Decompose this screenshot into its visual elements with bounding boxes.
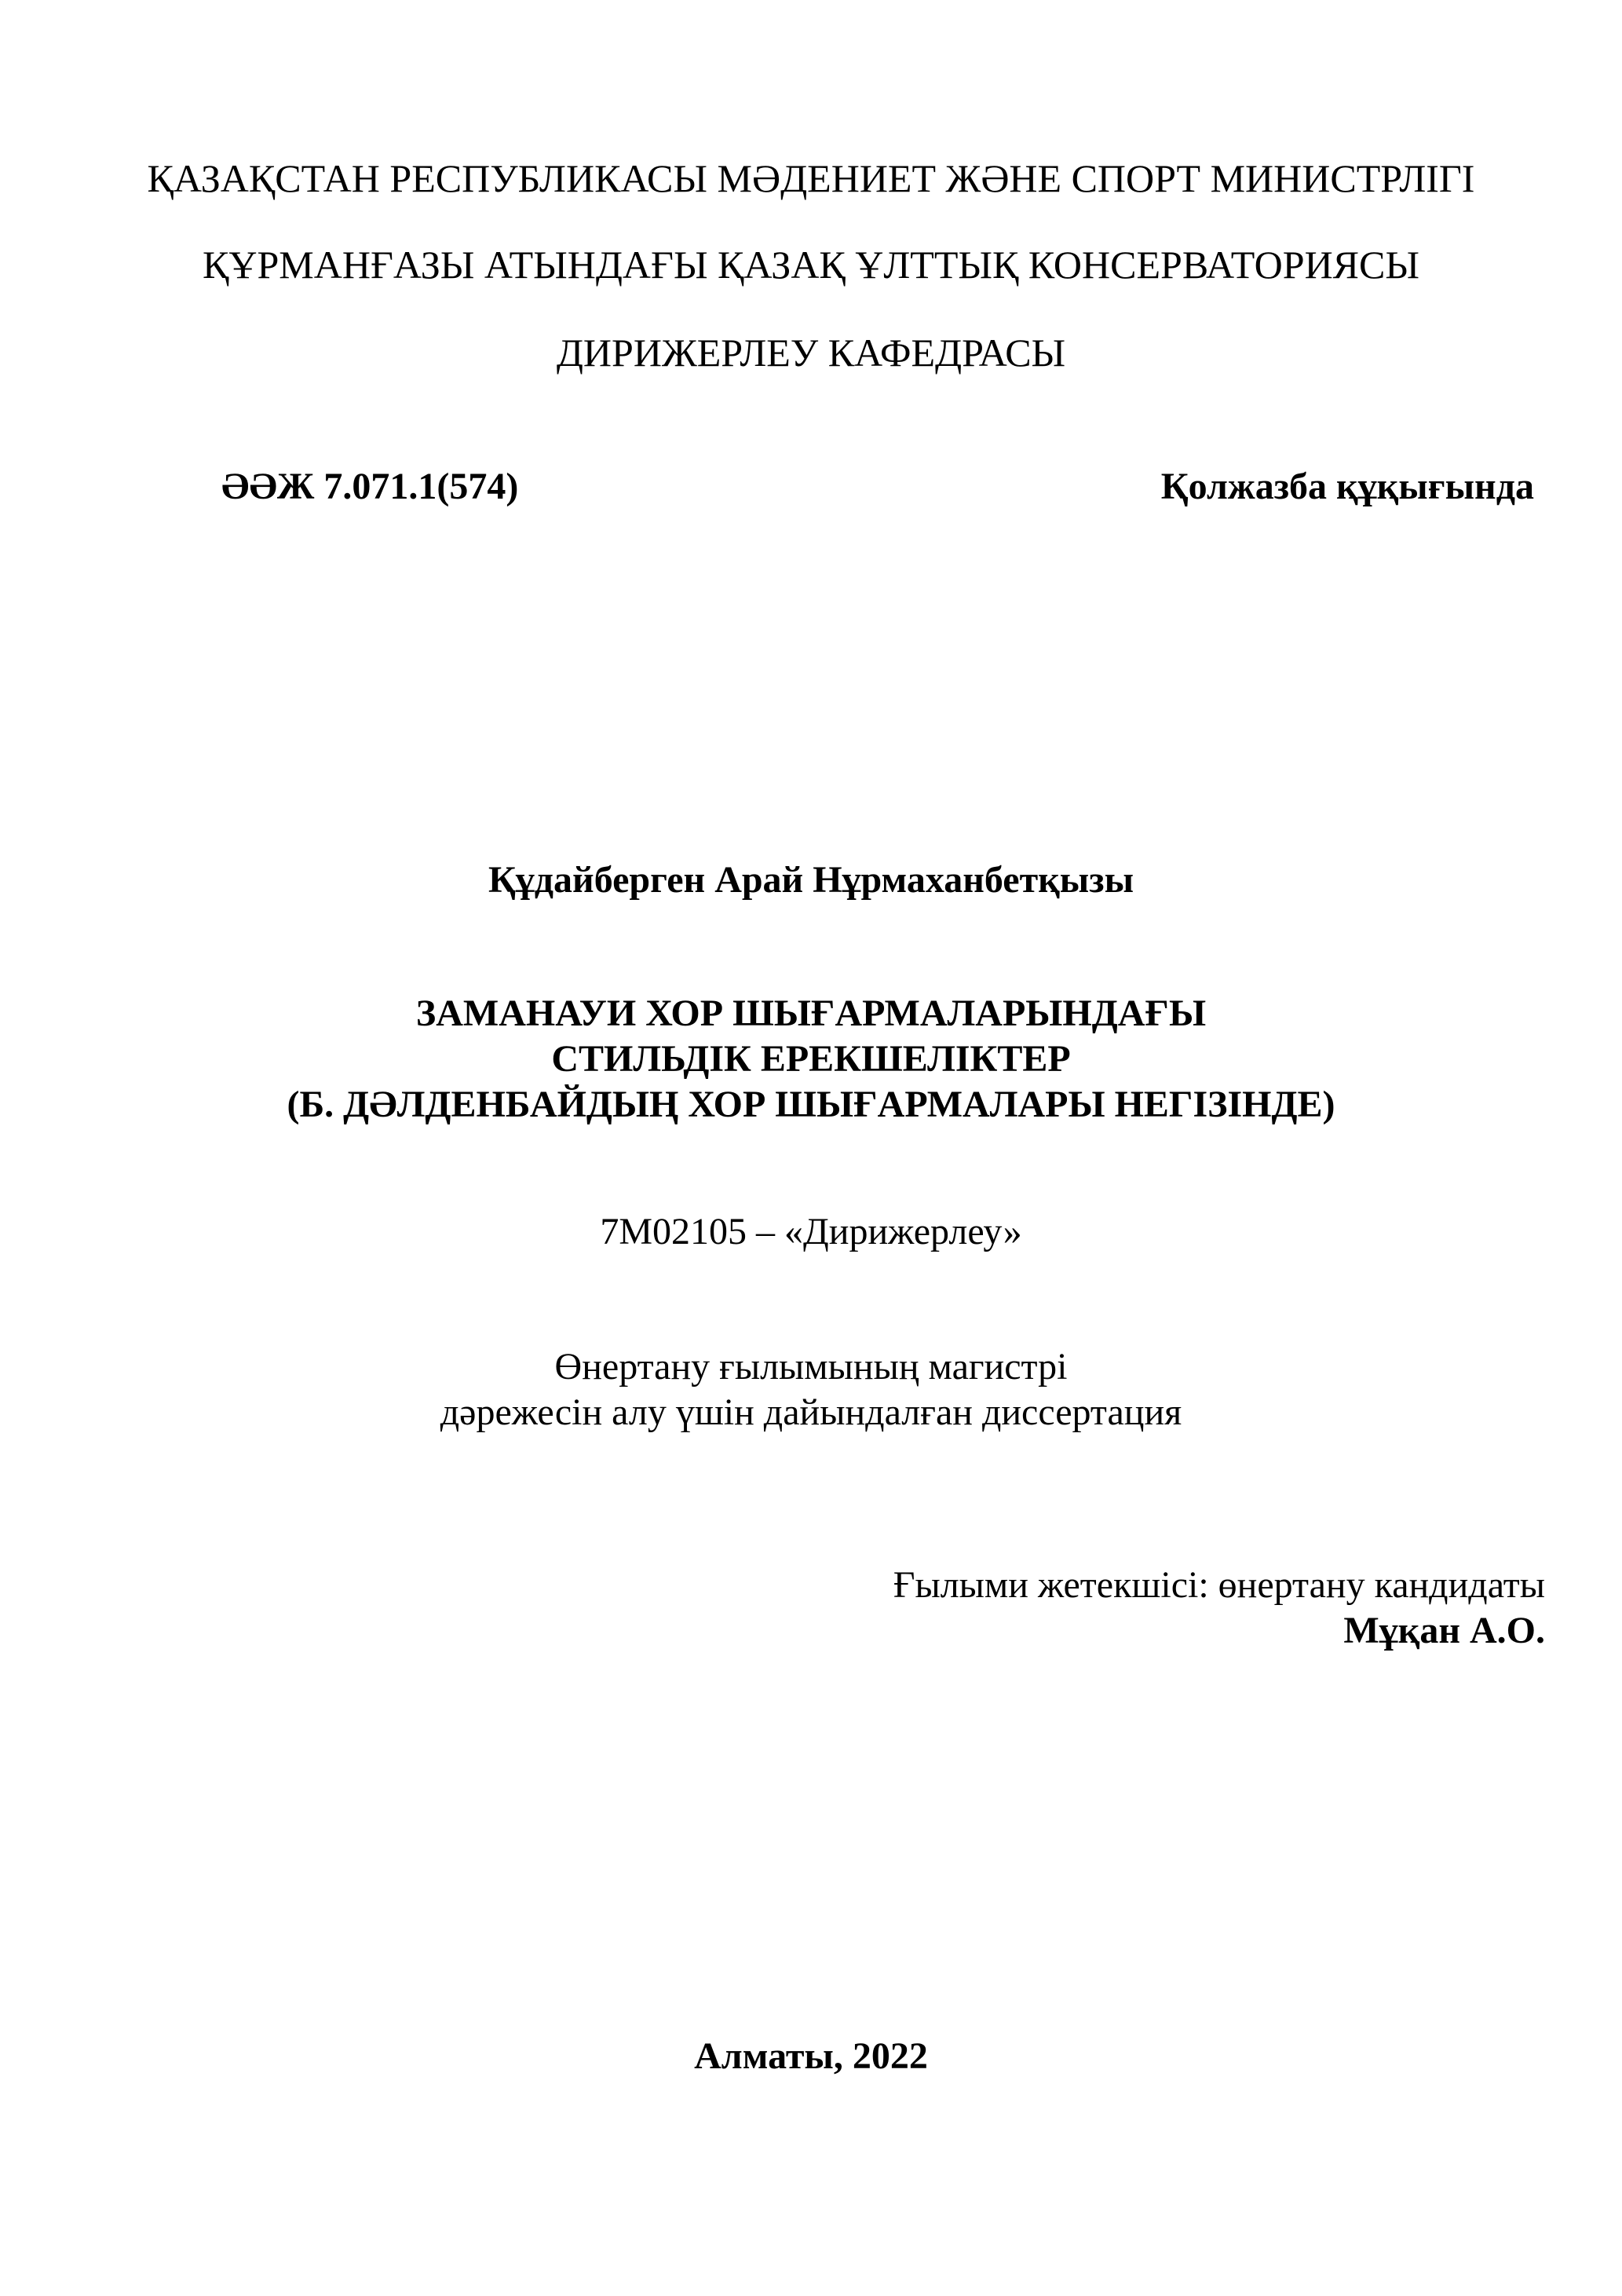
supervisor-role: Ғылыми жетекшісі: өнертану кандидаты [893,1564,1545,1606]
specialty-code: 7М02105 – «Дирижерлеу» [600,1211,1022,1252]
title-line-3: (Б. ДӘЛДЕНБАЙДЫҢ ХОР ШЫҒАРМАЛАРЫ НЕГІЗІНДЕ) [287,1084,1335,1125]
title-line-2: СТИЛЬДІК ЕРЕКШЕЛІКТЕР [551,1038,1071,1080]
degree-line-1: Өнертану ғылымының магистрі [554,1346,1068,1387]
author-name: Құдайберген Арай Нұрмаханбетқызы [488,859,1134,901]
manuscript-rights: Қолжазба құқығында [1160,466,1534,507]
department-heading: ДИРИЖЕРЛЕУ КАФЕДРАСЫ [556,331,1066,375]
title-line-1: ЗАМАНАУИ ХОР ШЫҒАРМАЛАРЫНДАҒЫ [415,993,1207,1034]
ministry-heading: ҚАЗАҚСТАН РЕСПУБЛИКАСЫ МӘДЕНИЕТ ЖӘНЕ СПОРТ МИНИСТРЛІГІ [147,156,1475,200]
dissertation-title [0,991,1622,1128]
degree-line-2: дәрежесін алу үшін дайындалған диссертация [440,1391,1182,1433]
udk-code: ӘӘЖ 7.071.1(574) [221,466,519,507]
city-year: Алматы, 2022 [694,2035,928,2077]
degree-statement [0,1344,1622,1435]
supervisor-block [893,1563,1545,1654]
supervisor-name: Мұқан А.О. [1343,1610,1545,1651]
conservatory-heading: ҚҰРМАНҒАЗЫ АТЫНДАҒЫ ҚАЗАҚ ҰЛТТЫҚ КОНСЕРВАТОРИЯСЫ [203,243,1419,287]
